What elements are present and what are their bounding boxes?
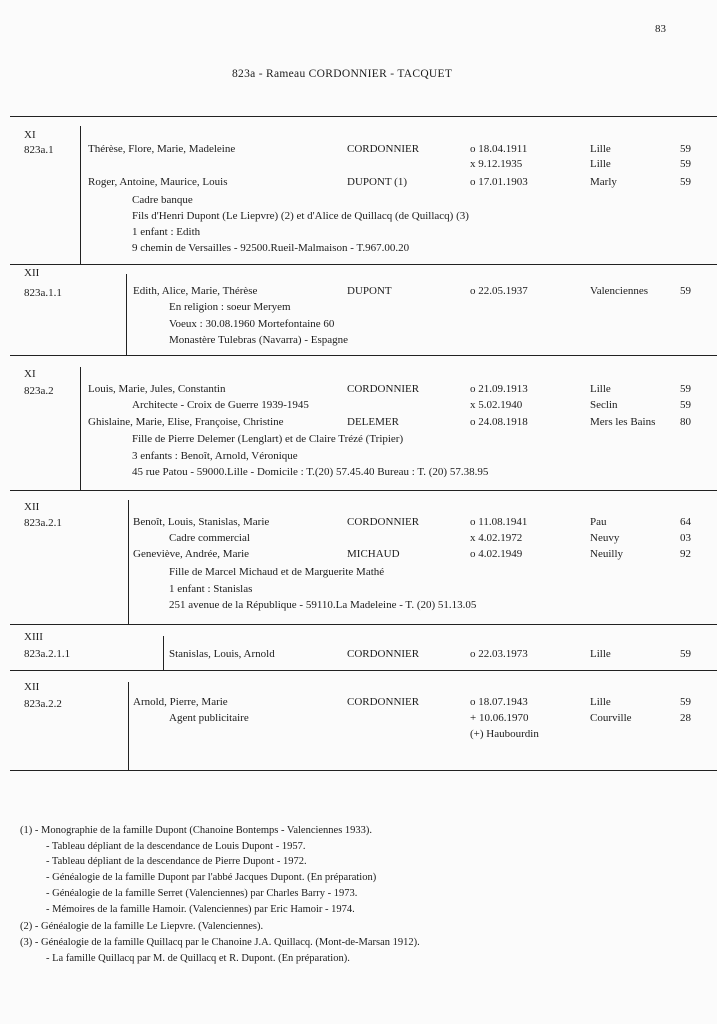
department-code: 59 xyxy=(680,285,691,297)
section-code: 823a.2.2 xyxy=(24,698,62,710)
person-name: Benoît, Louis, Stanislas, Marie xyxy=(133,516,270,528)
section-code: 823a.1.1 xyxy=(24,287,62,299)
event-date: + 10.06.1970 xyxy=(470,712,529,724)
person-name: Roger, Antoine, Maurice, Louis xyxy=(88,176,228,188)
person-name: Ghislaine, Marie, Elise, Françoise, Christine xyxy=(88,416,284,428)
detail-line: 3 enfants : Benoît, Arnold, Véronique xyxy=(132,450,298,462)
person-surname: DUPONT xyxy=(347,285,392,297)
section-rule xyxy=(10,770,717,771)
department-code: 92 xyxy=(680,548,691,560)
person-surname: CORDONNIER xyxy=(347,516,420,528)
detail-line: Fille de Pierre Delemer (Lenglart) et de Claire Trézé (Tripier) xyxy=(132,433,404,445)
event-place: Neuvy xyxy=(590,532,620,544)
person-name: Thérèse, Flore, Marie, Madeleine xyxy=(88,143,236,155)
page-title: 823a - Rameau CORDONNIER - TACQUET xyxy=(232,68,453,80)
generation-label: XII xyxy=(24,681,40,693)
detail-line: Fils d'Henri Dupont (Le Liepvre) (2) et d'Alice de Quillacq (de Quillacq) (3) xyxy=(132,210,469,222)
detail-line: 9 chemin de Versailles - 92500.Rueil-Malmaison - T.967.00.20 xyxy=(132,242,410,254)
generation-label: XIII xyxy=(24,631,43,643)
department-code: 59 xyxy=(680,383,691,395)
event-date: o 22.05.1937 xyxy=(470,285,528,297)
detail-line: 1 enfant : Edith xyxy=(132,226,201,238)
section-rule xyxy=(10,490,717,491)
event-place: Neuilly xyxy=(590,548,623,560)
person-surname: DUPONT (1) xyxy=(347,176,407,188)
detail-line: 1 enfant : Stanislas xyxy=(169,583,253,595)
footnote: - Tableau dépliant de la descendance de Louis Dupont - 1957. xyxy=(46,841,306,852)
footnote: (2) - Généalogie de la famille Le Liepvre. (Valenciennes). xyxy=(20,921,264,932)
event-date: o 21.09.1913 xyxy=(470,383,528,395)
section-rule xyxy=(10,116,717,117)
department-code: 64 xyxy=(680,516,691,528)
column-divider xyxy=(80,367,81,490)
footnote: (1) - Monographie de la famille Dupont (Chanoine Bontemps - Valenciennes 1933). xyxy=(20,825,373,836)
section-rule xyxy=(10,670,717,671)
detail-line: 251 avenue de la République - 59110.La Madeleine - T. (20) 51.13.05 xyxy=(169,599,477,611)
section-rule xyxy=(10,355,717,356)
footnote: (3) - Généalogie de la famille Quillacq par le Chanoine J.A. Quillacq. (Mont-de-Marsan 1912). xyxy=(20,937,420,948)
person-name: Edith, Alice, Marie, Thérèse xyxy=(133,285,258,297)
event-place: Lille xyxy=(590,696,611,708)
detail-line: Cadre banque xyxy=(132,194,193,206)
event-date: (+) Haubourdin xyxy=(470,728,539,740)
department-code: 59 xyxy=(680,158,691,170)
event-place: Lille xyxy=(590,648,611,660)
person-name: Stanislas, Louis, Arnold xyxy=(169,648,275,660)
section-rule xyxy=(10,264,717,265)
event-date: x 4.02.1972 xyxy=(470,532,523,544)
detail-line: Cadre commercial xyxy=(169,532,250,544)
event-date: o 24.08.1918 xyxy=(470,416,528,428)
person-name: Arnold, Pierre, Marie xyxy=(133,696,228,708)
event-date: x 9.12.1935 xyxy=(470,158,523,170)
footnote: - La famille Quillacq par M. de Quillacq et R. Dupont. (En préparation). xyxy=(46,953,350,964)
event-date: o 18.04.1911 xyxy=(470,143,528,155)
event-date: o 4.02.1949 xyxy=(470,548,523,560)
department-code: 59 xyxy=(680,696,691,708)
department-code: 59 xyxy=(680,176,691,188)
person-surname: DELEMER xyxy=(347,416,399,428)
person-surname: CORDONNIER xyxy=(347,143,420,155)
detail-line: Agent publicitaire xyxy=(169,712,249,724)
department-code: 80 xyxy=(680,416,691,428)
department-code: 59 xyxy=(680,648,691,660)
generation-label: XII xyxy=(24,501,40,513)
event-date: o 22.03.1973 xyxy=(470,648,528,660)
detail-line: En religion : soeur Meryem xyxy=(169,301,291,313)
column-divider xyxy=(128,500,129,624)
event-date: o 17.01.1903 xyxy=(470,176,528,188)
detail-line: Voeux : 30.08.1960 Mortefontaine 60 xyxy=(169,318,335,330)
detail-line: Monastère Tulebras (Navarra) - Espagne xyxy=(169,334,348,346)
person-name: Louis, Marie, Jules, Constantin xyxy=(88,383,226,395)
department-code: 28 xyxy=(680,712,691,724)
person-surname: MICHAUD xyxy=(347,548,400,560)
event-place: Pau xyxy=(590,516,607,528)
event-date: o 11.08.1941 xyxy=(470,516,528,528)
column-divider xyxy=(163,636,164,670)
department-code: 59 xyxy=(680,399,691,411)
event-date: x 5.02.1940 xyxy=(470,399,523,411)
section-rule xyxy=(10,624,717,625)
column-divider xyxy=(126,274,127,355)
department-code: 03 xyxy=(680,532,691,544)
event-place: Lille xyxy=(590,143,611,155)
person-surname: CORDONNIER xyxy=(347,648,420,660)
section-code: 823a.1 xyxy=(24,144,54,156)
detail-line: 45 rue Patou - 59000.Lille - Domicile : T.(20) 57.45.40 Bureau : T. (20) 57.38.95 xyxy=(132,466,489,478)
section-code: 823a.2 xyxy=(24,385,54,397)
person-surname: CORDONNIER xyxy=(347,383,420,395)
detail-line: Fille de Marcel Michaud et de Marguerite Mathé xyxy=(169,566,385,578)
event-place: Courville xyxy=(590,712,632,724)
section-code: 823a.2.1 xyxy=(24,517,62,529)
event-place: Mers les Bains xyxy=(590,416,656,428)
footnote: - Généalogie de la famille Dupont par l'abbé Jacques Dupont. (En préparation) xyxy=(46,872,377,883)
generation-label: XI xyxy=(24,368,36,380)
person-surname: CORDONNIER xyxy=(347,696,420,708)
event-place: Lille xyxy=(590,383,611,395)
department-code: 59 xyxy=(680,143,691,155)
column-divider xyxy=(128,682,129,770)
person-name: Geneviève, Andrée, Marie xyxy=(133,548,250,560)
event-place: Seclin xyxy=(590,399,618,411)
event-place: Marly xyxy=(590,176,617,188)
column-divider xyxy=(80,126,81,264)
generation-label: XII xyxy=(24,267,40,279)
footnote: - Tableau dépliant de la descendance de Pierre Dupont - 1972. xyxy=(46,856,307,867)
event-place: Lille xyxy=(590,158,611,170)
detail-line: Architecte - Croix de Guerre 1939-1945 xyxy=(132,399,309,411)
section-code: 823a.2.1.1 xyxy=(24,648,71,660)
event-place: Valenciennes xyxy=(590,285,649,297)
generation-label: XI xyxy=(24,129,36,141)
footnote: - Mémoires de la famille Hamoir. (Valenciennes) par Eric Hamoir - 1974. xyxy=(46,904,355,915)
page-number: 83 xyxy=(655,23,666,35)
event-date: o 18.07.1943 xyxy=(470,696,528,708)
footnote: - Généalogie de la famille Serret (Valenciennes) par Charles Barry - 1973. xyxy=(46,888,358,899)
